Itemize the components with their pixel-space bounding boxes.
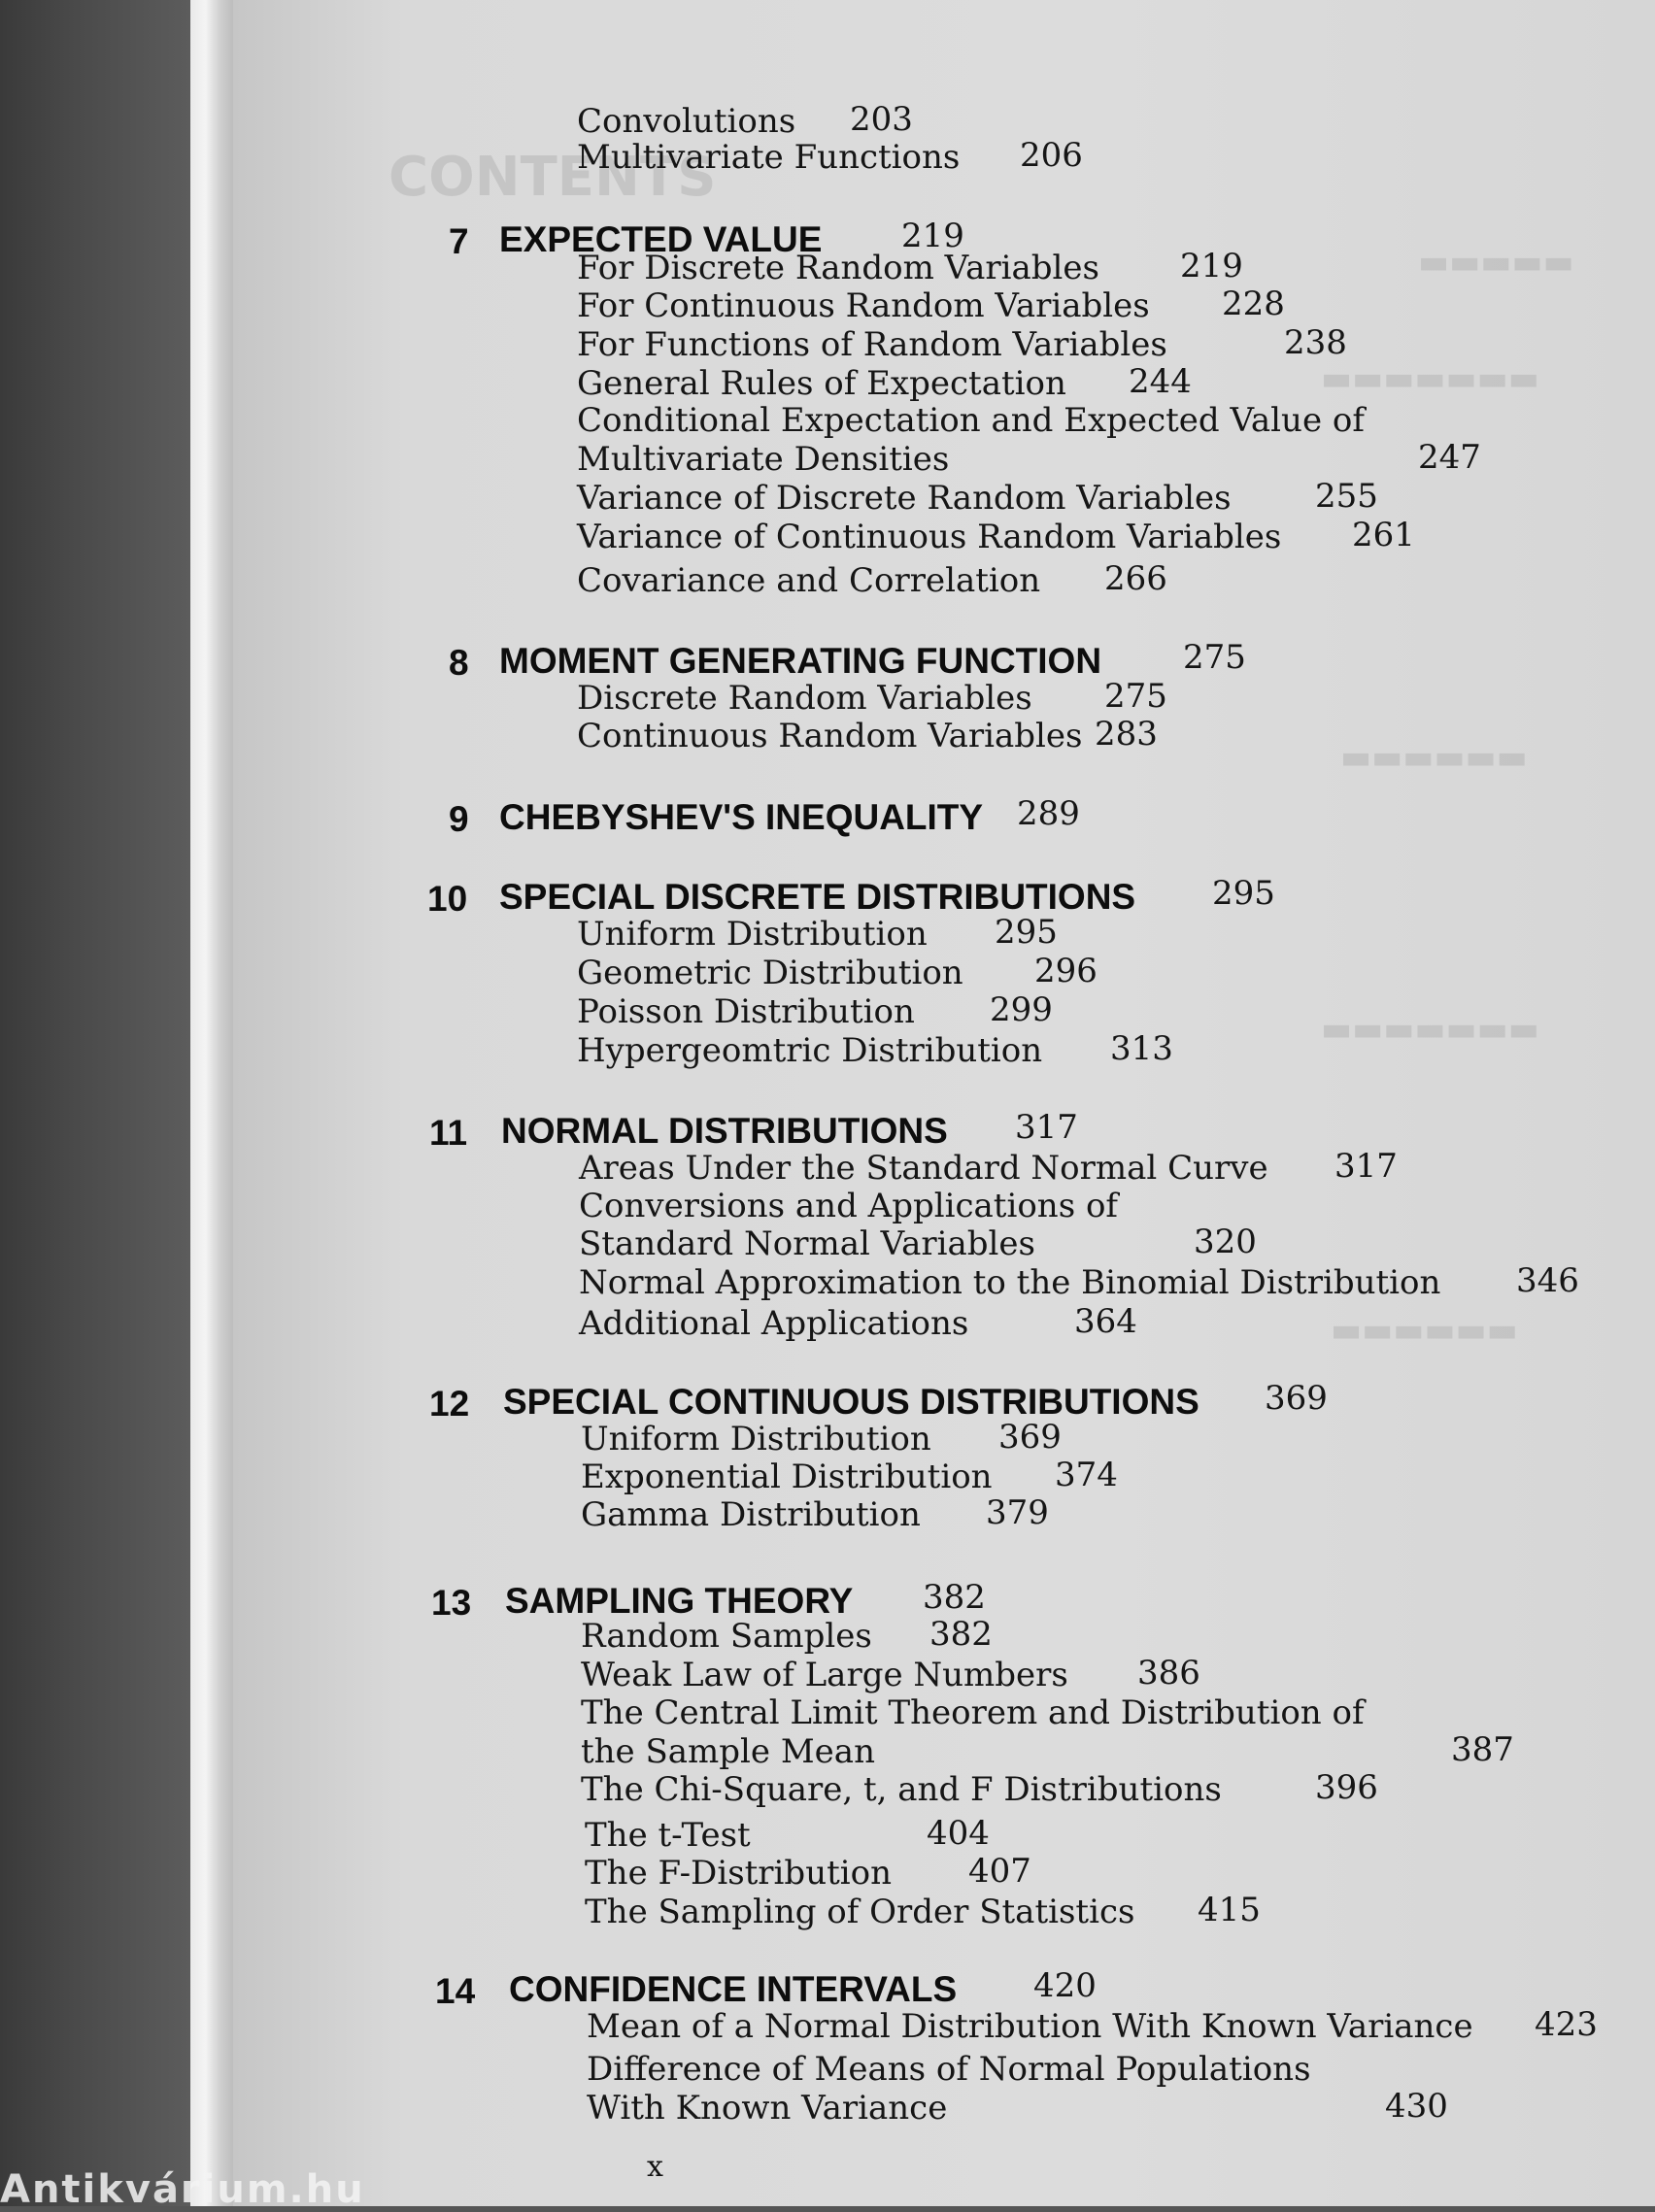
background-left: [0, 0, 190, 2206]
section-title: Geometric Distribution: [577, 954, 963, 992]
section-title: With Known Variance: [587, 2089, 948, 2128]
chapter-title: SPECIAL CONTINUOUS DISTRIBUTIONS: [503, 1382, 1199, 1422]
section-page-number: 320: [1194, 1223, 1257, 1261]
section-title: The Central Limit Theorem and Distribution of: [581, 1693, 1365, 1732]
section-page-number: 346: [1516, 1261, 1579, 1300]
section-title: For Continuous Random Variables: [577, 286, 1150, 325]
section-page-number: 244: [1129, 362, 1192, 401]
chapter-title: CONFIDENCE INTERVALS: [509, 1969, 958, 2009]
section-title: The Chi-Square, t, and F Distributions: [581, 1770, 1222, 1809]
chapter-number: 9: [449, 799, 469, 839]
section-page-number: 266: [1104, 559, 1167, 598]
section-title: Random Samples: [581, 1617, 872, 1656]
show-through-text: ▬▬▬▬▬: [1418, 243, 1574, 282]
section-page-number: 255: [1315, 477, 1378, 516]
section-title: Continuous Random Variables: [577, 717, 1083, 755]
section-page-number: 423: [1535, 2005, 1598, 2044]
contents-page: [233, 0, 1655, 2206]
section-page-number: 296: [1034, 952, 1098, 990]
section-title: The t-Test: [585, 1816, 751, 1855]
section-title: Areas Under the Standard Normal Curve: [579, 1149, 1268, 1188]
section-page-number: 238: [1284, 323, 1347, 362]
section-title: Discrete Random Variables: [577, 679, 1032, 718]
chapter-page-number: 295: [1212, 874, 1275, 913]
section-title: Multivariate Densities: [577, 440, 950, 479]
section-title: Weak Law of Large Numbers: [581, 1656, 1068, 1694]
book-binding-edge: [190, 0, 233, 2206]
chapter-title: EXPECTED VALUE: [499, 219, 823, 259]
section-page-number: 247: [1418, 438, 1481, 477]
show-through-text: ▬▬▬▬▬▬: [1340, 738, 1528, 777]
chapter-page-number: 275: [1183, 638, 1246, 677]
chapter-title: NORMAL DISTRIBUTIONS: [501, 1111, 948, 1151]
section-page-number: 283: [1095, 715, 1158, 754]
section-title: Gamma Distribution: [581, 1495, 921, 1534]
section-title: Uniform Distribution: [577, 915, 928, 954]
section-page-number: 219: [1180, 247, 1243, 285]
section-page-number: 430: [1385, 2087, 1448, 2126]
chapter-number: 7: [449, 221, 469, 261]
section-page-number: 415: [1198, 1891, 1261, 1929]
section-title: Difference of Means of Normal Populations: [587, 2050, 1311, 2089]
section-page-number: 317: [1334, 1147, 1398, 1186]
chapter-title: SPECIAL DISCRETE DISTRIBUTIONS: [499, 877, 1136, 917]
section-title: Normal Approximation to the Binomial Distribution: [579, 1263, 1441, 1302]
chapter-number: 11: [429, 1113, 468, 1153]
section-title: Variance of Discrete Random Variables: [577, 479, 1232, 518]
section-title: Covariance and Correlation: [577, 561, 1041, 600]
section-page-number: 206: [1020, 136, 1083, 175]
section-page-number: 364: [1074, 1302, 1137, 1341]
watermark: Antikvárium.hu: [0, 2167, 365, 2212]
chapter-page-number: 219: [901, 217, 964, 255]
chapter-page-number: 289: [1017, 794, 1080, 833]
chapter-number: 8: [449, 643, 469, 683]
section-title: Variance of Continuous Random Variables: [577, 518, 1282, 556]
chapter-number: 12: [429, 1384, 470, 1424]
section-page-number: 261: [1352, 516, 1415, 554]
section-title: the Sample Mean: [581, 1732, 875, 1771]
chapter-title: MOMENT GENERATING FUNCTION: [499, 641, 1102, 681]
section-title: Multivariate Functions: [577, 138, 961, 177]
chapter-page-number: 369: [1265, 1379, 1328, 1418]
section-title: Poisson Distribution: [577, 992, 915, 1031]
section-page-number: 382: [929, 1615, 993, 1654]
chapter-page-number: 420: [1033, 1966, 1097, 2005]
show-through-title: CONTENTS: [388, 146, 717, 209]
section-title: Exponential Distribution: [581, 1458, 993, 1496]
section-title: Uniform Distribution: [581, 1420, 931, 1458]
chapter-number: 14: [435, 1971, 476, 2011]
section-page-number: 379: [986, 1493, 1049, 1532]
section-title: The Sampling of Order Statistics: [585, 1893, 1135, 1931]
chapter-title: SAMPLING THEORY: [505, 1581, 854, 1621]
section-page-number: 275: [1104, 677, 1167, 716]
section-page-number: 228: [1222, 285, 1285, 323]
section-page-number: 374: [1055, 1456, 1118, 1494]
section-page-number: 369: [998, 1418, 1062, 1457]
section-page-number: 386: [1137, 1654, 1200, 1693]
section-page-number: 396: [1315, 1768, 1378, 1807]
show-through-text: ▬▬▬▬▬▬: [1331, 1311, 1518, 1350]
chapter-page-number: 382: [923, 1578, 986, 1617]
section-title: Conversions and Applications of: [579, 1187, 1119, 1225]
chapter-number: 10: [427, 879, 468, 919]
section-page-number: 299: [990, 990, 1053, 1029]
section-title: The F-Distribution: [585, 1854, 892, 1893]
section-page-number: 203: [850, 100, 913, 139]
section-title: General Rules of Expectation: [577, 364, 1066, 403]
section-title: For Discrete Random Variables: [577, 249, 1099, 287]
section-title: Hypergeomtric Distribution: [577, 1031, 1043, 1070]
section-page-number: 387: [1451, 1730, 1514, 1769]
section-title: Standard Normal Variables: [579, 1224, 1035, 1263]
chapter-number: 13: [431, 1583, 472, 1623]
section-title: Convolutions: [577, 102, 796, 141]
page-number: x: [647, 2150, 663, 2184]
section-title: Mean of a Normal Distribution With Known Variance: [587, 2007, 1473, 2046]
section-title: Conditional Expectation and Expected Value of: [577, 401, 1365, 440]
section-page-number: 407: [968, 1852, 1031, 1891]
show-through-text: ▬▬▬▬▬▬▬: [1321, 1010, 1539, 1049]
section-title: For Functions of Random Variables: [577, 325, 1167, 364]
section-page-number: 313: [1110, 1029, 1173, 1068]
section-page-number: 404: [927, 1814, 990, 1853]
section-page-number: 295: [995, 913, 1058, 952]
chapter-page-number: 317: [1015, 1108, 1078, 1147]
section-title: Additional Applications: [579, 1304, 969, 1343]
show-through-text: ▬▬▬▬▬▬▬: [1321, 359, 1539, 398]
chapter-title: CHEBYSHEV'S INEQUALITY: [499, 797, 984, 837]
